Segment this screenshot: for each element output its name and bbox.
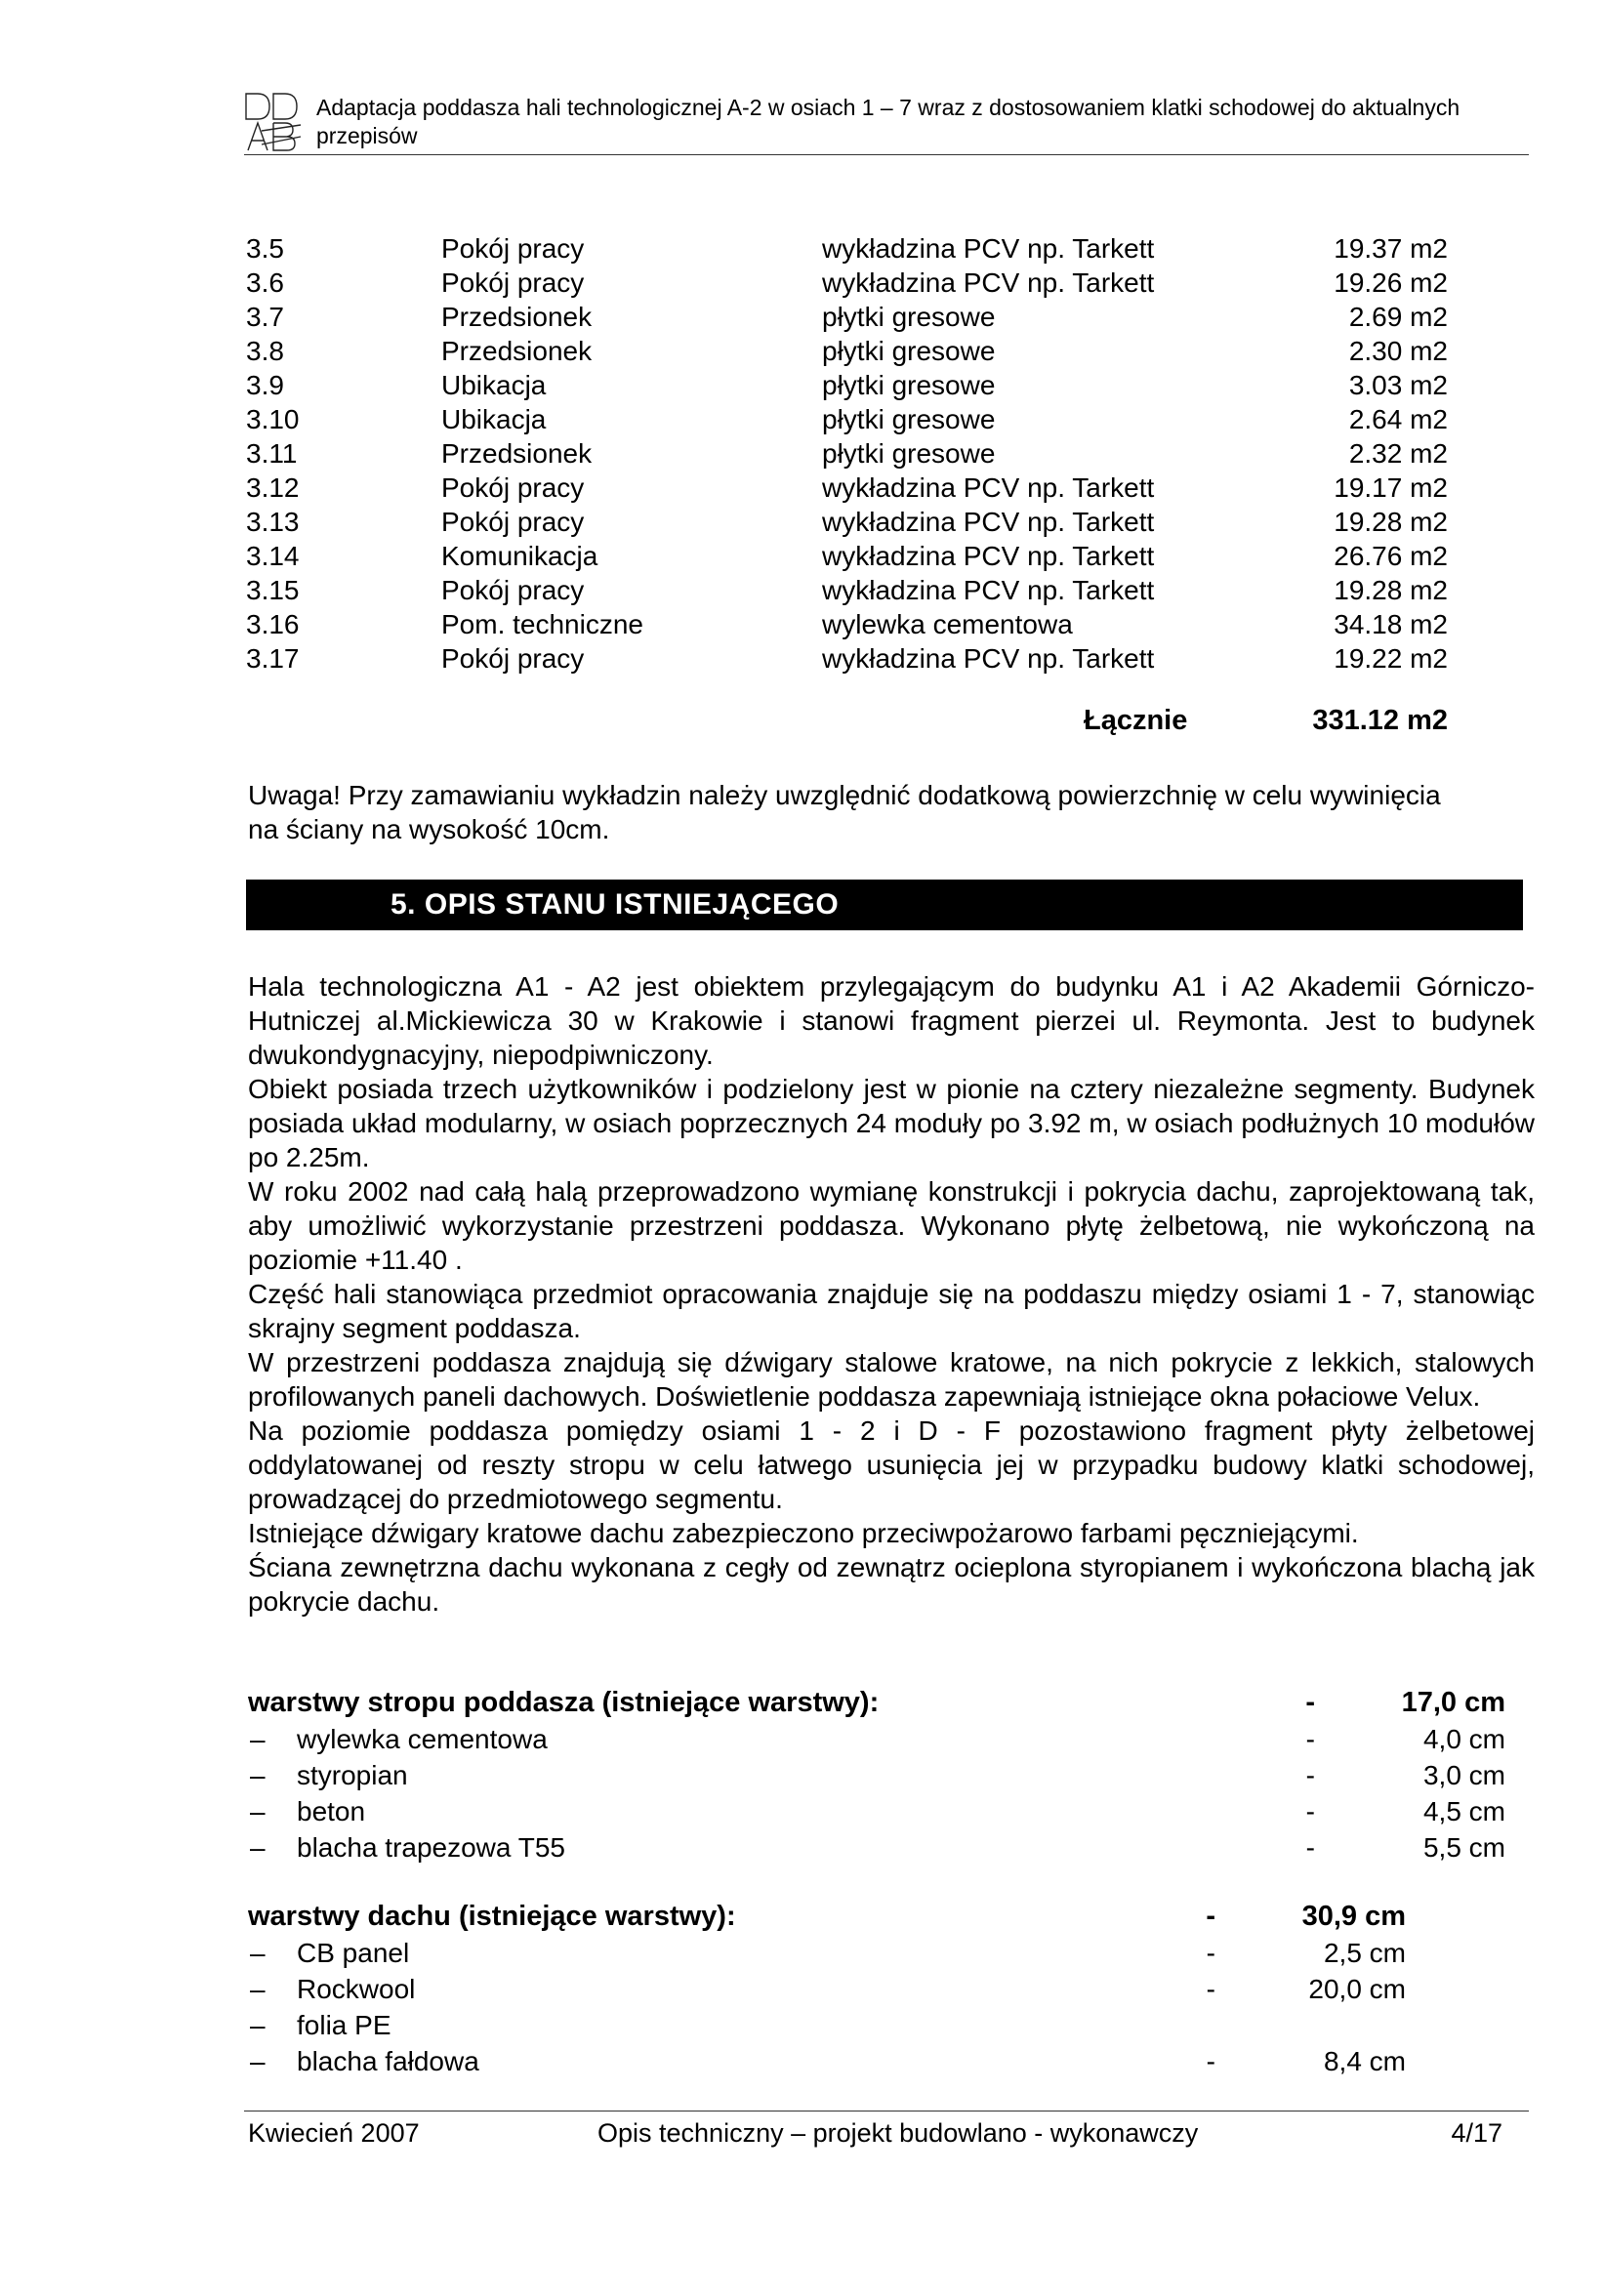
room-finish: płytki gresowe <box>822 404 996 434</box>
body-paragraph: Ściana zewnętrzna dachu wykonana z cegły od zewnątrz ocieplona styropianem i wykończona blachą jak pokrycie dachu. <box>248 1552 1535 1617</box>
room-name: Przedsionek <box>441 336 593 366</box>
body-paragraph: Obiekt posiada trzech użytkowników i podzielony jest w pionie na cztery niezależne segmenty. Budynek posiada układ modularny, w osiach poprzecznych 24 moduły po 3.92 m, w osiach podłużnych 10 modułów po 2.25m. <box>248 1074 1535 1172</box>
section-heading-bar <box>246 880 1523 930</box>
room-name: Ubikacja <box>441 370 547 400</box>
body-paragraph: Na poziomie poddasza pomiędzy osiami 1 - 2 i D - F pozostawiono fragment płyty żelbetowej oddylatowanej od reszty stropu w celu łatwego usunięcia jej w przypadku budowy klatki schodowej, prowadzącej do przedmiotowego segmentu. <box>248 1415 1535 1514</box>
room-name: Pokój pracy <box>441 507 585 537</box>
room-name: Pokój pracy <box>441 472 585 503</box>
room-number: 3.5 <box>246 233 284 264</box>
layer-row <box>0 1971 1604 2007</box>
room-name: Ubikacja <box>441 404 547 434</box>
room-name: Przedsionek <box>441 438 593 469</box>
room-name: Komunikacja <box>441 541 598 571</box>
room-area: 19.28 m2 <box>1334 575 1448 605</box>
layer-row <box>0 1935 1604 1971</box>
room-row <box>0 231 1604 266</box>
room-area: 3.03 m2 <box>1348 370 1448 400</box>
layer-thickness: 20,0 cm <box>1308 1974 1406 2004</box>
room-row <box>0 471 1604 505</box>
layer-thickness: 8,4 cm <box>1323 2046 1406 2076</box>
room-finish: wykładzina PCV np. Tarkett <box>822 233 1155 264</box>
layer-bullet: – <box>250 1974 266 2004</box>
layer-bullet: – <box>250 1938 266 1968</box>
layer-name: blacha fałdowa <box>297 2046 479 2076</box>
document-header-title: Adaptacja poddasza hali technologicznej A-2 w osiach 1 – 7 wraz z dostosowaniem klatki schodowej do aktualnych przepisów <box>316 95 1460 148</box>
layers-heading-dash: - <box>1206 1901 1215 1932</box>
layer-dash: - <box>1305 1760 1315 1790</box>
footer-divider <box>244 2111 1529 2112</box>
room-name: Pom. techniczne <box>441 609 643 639</box>
section-body <box>248 969 1535 1619</box>
layer-dash: - <box>1305 1724 1315 1754</box>
layer-thickness: 4,5 cm <box>1422 1796 1505 1826</box>
room-row <box>0 334 1604 368</box>
room-area: 19.37 m2 <box>1334 233 1448 264</box>
layers-heading <box>0 1899 1604 1935</box>
room-finish: płytki gresowe <box>822 438 996 469</box>
layers-heading-dash: - <box>1305 1687 1315 1718</box>
room-row <box>0 402 1604 436</box>
layer-thickness: 4,0 cm <box>1422 1724 1505 1754</box>
layer-bullet: – <box>250 1760 266 1790</box>
room-finish: wykładzina PCV np. Tarkett <box>822 541 1155 571</box>
room-finish: wylewka cementowa <box>822 609 1073 639</box>
room-name: Pokój pracy <box>441 643 585 674</box>
layer-row <box>0 1793 1604 1829</box>
layers-heading <box>0 1685 1604 1721</box>
room-number: 3.15 <box>246 575 300 605</box>
layer-name: CB panel <box>297 1938 410 1968</box>
layer-name: wylewka cementowa <box>297 1724 548 1754</box>
room-finish: płytki gresowe <box>822 302 996 332</box>
total-value: 331.12 m2 <box>1312 705 1448 736</box>
layers-total: 30,9 cm <box>1301 1901 1406 1932</box>
room-row <box>0 505 1604 539</box>
room-area: 2.30 m2 <box>1348 336 1448 366</box>
room-row <box>0 641 1604 676</box>
layer-name: blacha trapezowa T55 <box>297 1832 565 1863</box>
layer-row <box>0 2007 1604 2043</box>
layer-thickness: 2,5 cm <box>1323 1938 1406 1968</box>
room-area: 2.69 m2 <box>1348 302 1448 332</box>
room-row <box>0 607 1604 641</box>
layer-dash: - <box>1206 1974 1215 2004</box>
body-paragraph: Część hali stanowiąca przedmiot opracowania znajduje się na poddaszu między osiami 1 - 7, stanowiąc skrajny segment poddasza. <box>248 1279 1535 1343</box>
layer-bullet: – <box>250 1724 266 1754</box>
layer-dash: - <box>1206 1938 1215 1968</box>
footer-date: Kwiecień 2007 <box>248 2118 420 2148</box>
layer-dash: - <box>1305 1796 1315 1826</box>
room-area: 19.28 m2 <box>1334 507 1448 537</box>
layer-thickness: 3,0 cm <box>1422 1760 1505 1790</box>
body-paragraph: Hala technologiczna A1 - A2 jest obiektem przylegającym do budynku A1 i A2 Akademii Górniczo-Hutniczej al.Mickiewicza 30 w Krakowie i stanowi fragment pierzei ul. Reymonta. Jest to budynek dwukondygnacyjny, niepodpiwniczony. <box>248 971 1535 1070</box>
body-paragraph: W przestrzeni poddasza znajdują się dźwigary stalowe kratowe, na nich pokrycie z lekkich, stalowych profilowanych paneli dachowych. Doświetlenie poddasza zapewniają istniejące okna połaciowe Velux. <box>248 1347 1535 1412</box>
room-area: 19.22 m2 <box>1334 643 1448 674</box>
room-number: 3.7 <box>246 302 284 332</box>
room-finish: wykładzina PCV np. Tarkett <box>822 267 1155 298</box>
room-row <box>0 539 1604 573</box>
room-area: 34.18 m2 <box>1334 609 1448 639</box>
room-row <box>0 573 1604 607</box>
room-name: Przedsionek <box>441 302 593 332</box>
room-finish: płytki gresowe <box>822 336 996 366</box>
layer-bullet: – <box>250 1832 266 1863</box>
layer-name: beton <box>297 1796 366 1826</box>
room-number: 3.12 <box>246 472 300 503</box>
room-name: Pokój pracy <box>441 267 585 298</box>
room-number: 3.16 <box>246 609 300 639</box>
room-number: 3.9 <box>246 370 284 400</box>
room-finish: wykładzina PCV np. Tarkett <box>822 643 1155 674</box>
room-number: 3.13 <box>246 507 300 537</box>
room-area: 19.17 m2 <box>1334 472 1448 503</box>
layer-bullet: – <box>250 1796 266 1826</box>
footer-document-type: Opis techniczny – projekt budowlano - wykonawczy <box>597 2118 1199 2148</box>
layers-title: warstwy dachu (istniejące warstwy): <box>248 1901 736 1932</box>
body-paragraph: Istniejące dźwigary kratowe dachu zabezpieczono przeciwpożarowo farbami pęczniejącymi. <box>248 1518 1359 1548</box>
layer-dash: - <box>1206 2046 1215 2076</box>
room-area: 19.26 m2 <box>1334 267 1448 298</box>
room-number: 3.6 <box>246 267 284 298</box>
room-number: 3.10 <box>246 404 300 434</box>
layer-name: styropian <box>297 1760 408 1790</box>
room-number: 3.14 <box>246 541 300 571</box>
layer-row <box>0 1829 1604 1866</box>
room-area: 2.32 m2 <box>1348 438 1448 469</box>
footer-page-number: 4/17 <box>1451 2118 1502 2148</box>
layers-total: 17,0 cm <box>1401 1687 1505 1718</box>
layer-bullet: – <box>250 2046 266 2076</box>
layer-bullet: – <box>250 2010 266 2040</box>
room-number: 3.11 <box>246 438 298 469</box>
section-title: 5. OPIS STANU ISTNIEJĄCEGO <box>391 888 840 921</box>
room-finish: wykładzina PCV np. Tarkett <box>822 507 1155 537</box>
room-area: 2.64 m2 <box>1348 404 1448 434</box>
total-row <box>0 703 1604 738</box>
room-row <box>0 368 1604 402</box>
room-finish: płytki gresowe <box>822 370 996 400</box>
room-row <box>0 266 1604 300</box>
layer-name: Rockwool <box>297 1974 416 2004</box>
layer-dash: - <box>1305 1832 1315 1863</box>
layer-row <box>0 1757 1604 1793</box>
total-label: Łącznie <box>1084 705 1188 736</box>
room-name: Pokój pracy <box>441 575 585 605</box>
layers-title: warstwy stropu poddasza (istniejące warstwy): <box>248 1687 880 1718</box>
room-row <box>0 436 1604 471</box>
room-finish: wykładzina PCV np. Tarkett <box>822 575 1155 605</box>
layer-row <box>0 2043 1604 2079</box>
layer-name: folia PE <box>297 2010 391 2040</box>
room-finish: wykładzina PCV np. Tarkett <box>822 472 1155 503</box>
room-area: 26.76 m2 <box>1334 541 1448 571</box>
header-divider <box>244 154 1529 155</box>
layer-row <box>0 1721 1604 1757</box>
room-name: Pokój pracy <box>441 233 585 264</box>
note-text: Uwaga! Przy zamawianiu wykładzin należy uwzględnić dodatkową powierzchnię w celu wywinięcia na ściany na wysokość 10cm. <box>248 780 1441 844</box>
room-number: 3.8 <box>246 336 284 366</box>
room-row <box>0 300 1604 334</box>
body-paragraph: W roku 2002 nad całą halą przeprowadzono wymianę konstrukcji i pokrycia dachu, zaprojektowaną tak, aby umożliwić wykorzystanie przestrzeni poddasza. Wykonano płytę żelbetową, nie wykończoną na poziomie +11.40 . <box>248 1176 1535 1275</box>
logo-icon <box>244 90 305 154</box>
layer-thickness: 5,5 cm <box>1422 1832 1505 1863</box>
room-number: 3.17 <box>246 643 300 674</box>
